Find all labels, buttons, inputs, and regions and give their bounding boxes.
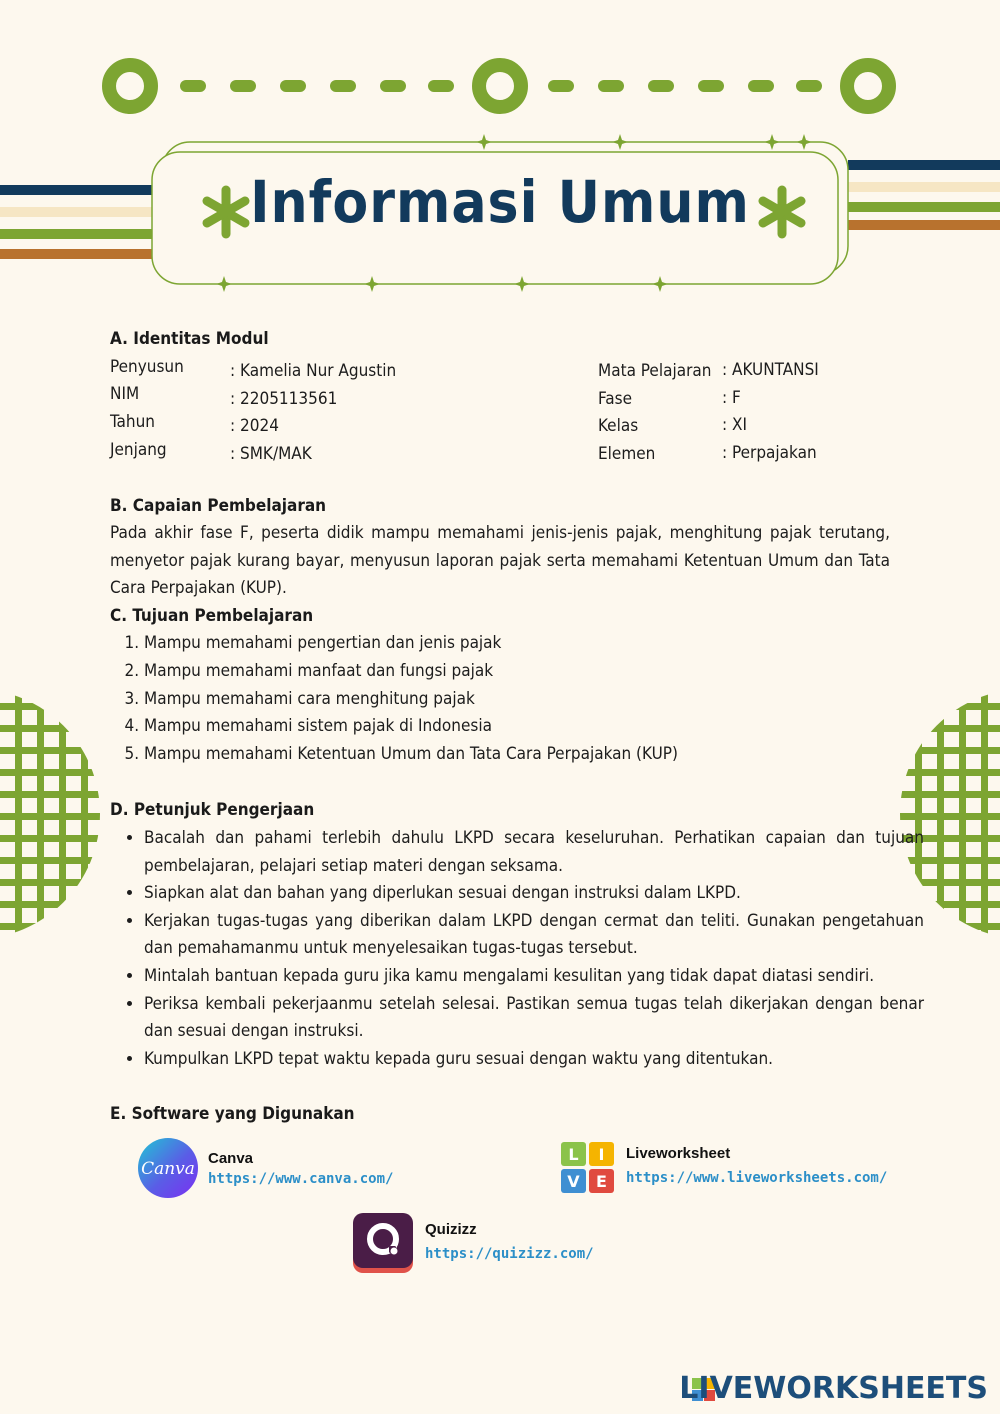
quizizz-link[interactable]: https://quizizz.com/ bbox=[425, 1246, 594, 1262]
chain-ring-right bbox=[847, 65, 889, 107]
liveworksheet-logo bbox=[561, 1142, 615, 1194]
list-item: 3. Mampu memahami cara menghitung pajak bbox=[144, 686, 678, 714]
stripes-right bbox=[848, 160, 1000, 240]
section-d-title: D. Petunjuk Pengerjaan bbox=[110, 800, 315, 820]
capaian-text: Pada akhir fase F, peserta didik mampu memahami jenis-jenis pajak, menghitung pajak terutang, menyetor pajak kurang bayar, menyusun laporan pajak serta memahami Ketentuan Umum dan Tata Cara Perpajakan (KUP). bbox=[110, 523, 890, 598]
list-item: 2. Mampu memahami manfaat dan fungsi pajak bbox=[144, 658, 678, 686]
chain-ring-center bbox=[479, 65, 521, 107]
value-fase: : F bbox=[722, 388, 741, 408]
chain-ring-left bbox=[109, 65, 151, 107]
liveworksheet-name: Liveworksheet bbox=[626, 1145, 731, 1162]
stripes-left bbox=[0, 185, 152, 265]
steps-list bbox=[110, 825, 924, 1073]
label-jenjang: Jenjang bbox=[110, 440, 167, 460]
logo-letter-l: L bbox=[568, 1145, 579, 1164]
list-item: • Kumpulkan LKPD tepat waktu kepada guru sesuai dengan waktu yang ditentukan. bbox=[144, 1046, 924, 1074]
list-item: • Mintalah bantuan kepada guru jika kamu mengalami kesulitan yang tidak dapat diatasi sendiri. bbox=[144, 963, 924, 991]
canva-logo-text: Canva bbox=[141, 1159, 195, 1179]
logo-letter-i: I bbox=[598, 1145, 605, 1164]
canva-logo bbox=[138, 1138, 198, 1198]
label-tahun: Tahun bbox=[110, 412, 155, 432]
value-kelas: : XI bbox=[722, 415, 747, 435]
label-kelas: Kelas bbox=[598, 416, 639, 436]
value-elemen: : Perpajakan bbox=[722, 443, 817, 463]
goals-list bbox=[110, 630, 678, 769]
label-penyusun: Penyusun bbox=[110, 357, 184, 377]
list-item: • Siapkan alat dan bahan yang diperlukan sesuai dengan instruksi dalam LKPD. bbox=[144, 880, 924, 908]
section-a-title: A. Identitas Modul bbox=[110, 329, 269, 349]
list-item: • Periksa kembali pekerjaanmu setelah selesai. Pastikan semua tugas telah dikerjakan dengan benar dan sesuai dengan instruksi. bbox=[144, 991, 924, 1046]
list-item: • Kerjakan tugas-tugas yang diberikan dalam LKPD dengan cermat dan teliti. Gunakan pengetahuan dan pemahamanmu untuk menyelesaikan tugas-tugas tersebut. bbox=[144, 908, 924, 963]
liveworksheets-watermark: LIVEWORKSHEETS bbox=[679, 1371, 988, 1406]
value-tahun: : 2024 bbox=[230, 416, 279, 436]
list-item: 5. Mampu memahami Ketentuan Umum dan Tata Cara Perpajakan (KUP) bbox=[144, 741, 678, 769]
canva-link[interactable]: https://www.canva.com/ bbox=[208, 1171, 394, 1187]
label-fase: Fase bbox=[598, 389, 632, 409]
label-mata-pelajaran: Mata Pelajaran bbox=[598, 361, 712, 381]
grid-semicircle-left bbox=[0, 688, 100, 940]
value-mata-pelajaran: : AKUNTANSI bbox=[722, 360, 819, 380]
logo-letter-v: V bbox=[567, 1172, 580, 1191]
quizizz-logo bbox=[353, 1213, 413, 1273]
section-c-title: C. Tujuan Pembelajaran bbox=[110, 606, 314, 626]
logo-letter-e: E bbox=[596, 1172, 607, 1191]
page-title: Informasi Umum bbox=[250, 168, 750, 236]
value-penyusun: : Kamelia Nur Agustin bbox=[230, 361, 397, 381]
list-item: 1. Mampu memahami pengertian dan jenis pajak bbox=[144, 630, 678, 658]
liveworksheet-link[interactable]: https://www.liveworksheets.com/ bbox=[626, 1170, 888, 1186]
section-e-title: E. Software yang Digunakan bbox=[110, 1104, 355, 1124]
list-item: 4. Mampu memahami sistem pajak di Indonesia bbox=[144, 713, 678, 741]
section-b-title: B. Capaian Pembelajaran bbox=[110, 496, 327, 516]
label-nim: NIM bbox=[110, 384, 140, 404]
label-elemen: Elemen bbox=[598, 444, 656, 464]
list-item: • Bacalah dan pahami terlebih dahulu LKPD secara keseluruhan. Perhatikan capaian dan tujuan pembelajaran, pelajari setiap materi dengan seksama. bbox=[144, 825, 924, 880]
quizizz-name: Quizizz bbox=[425, 1221, 477, 1238]
decorative-chain bbox=[0, 0, 1000, 140]
value-nim: : 2205113561 bbox=[230, 389, 338, 409]
value-jenjang: : SMK/MAK bbox=[230, 444, 312, 464]
canva-name: Canva bbox=[208, 1150, 254, 1167]
